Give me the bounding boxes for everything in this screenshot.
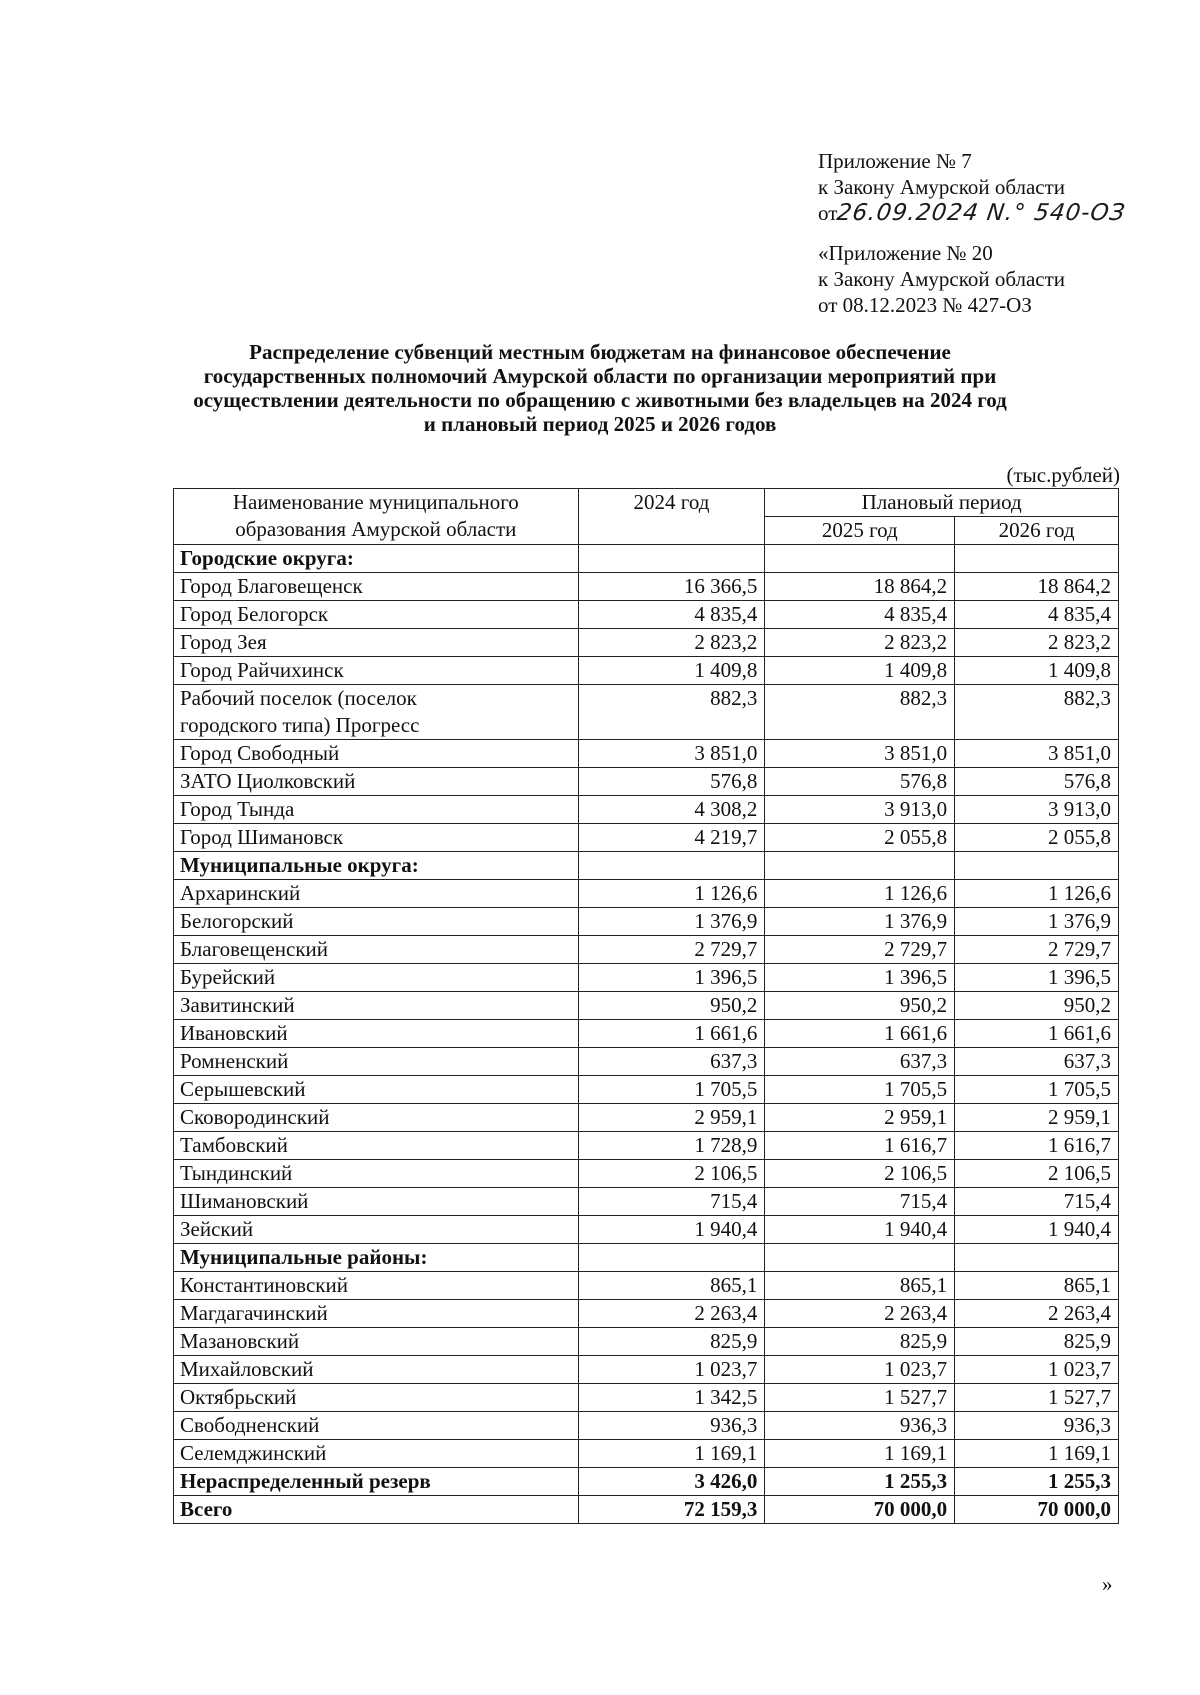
header-municipality-name [174,489,579,545]
table-row [174,1020,1119,1048]
table-row [174,1160,1119,1188]
amount-2025-cell: 715,4 [765,1188,955,1216]
amount-2026-cell: 1 705,5 [955,1076,1119,1104]
amount-2024-cell: 2 263,4 [578,1300,765,1328]
municipality-name-cell [174,1104,579,1132]
table-row [174,1216,1119,1244]
table-row [174,936,1119,964]
amount-2026-cell: 2 263,4 [955,1300,1119,1328]
municipality-name-cell [174,1188,579,1216]
municipality-name-cell [174,629,579,657]
municipality-name-cell [174,1384,579,1412]
amount-2026-cell: 950,2 [955,992,1119,1020]
table-row [174,908,1119,936]
municipality-name: Благовещенский [180,937,329,961]
amount-2026-cell [955,545,1119,573]
table-row [174,796,1119,824]
amount-2026-cell: 2 106,5 [955,1160,1119,1188]
amount-2024-cell: 3 426,0 [578,1468,765,1496]
amount-2026-cell: 1 126,6 [955,880,1119,908]
municipality-name-cell [174,1328,579,1356]
municipality-name-cell [174,1300,579,1328]
municipality-name-cell [174,573,579,601]
table-row [174,1076,1119,1104]
header-year-2025: 2025 год [765,517,955,545]
amount-2024-cell: 16 366,5 [578,573,765,601]
municipality-name: Всего [180,1497,233,1521]
municipality-name: Бурейский [180,965,276,989]
amount-2025-cell: 4 835,4 [765,601,955,629]
amount-2025-cell: 1 023,7 [765,1356,955,1384]
amount-2026-cell: 1 255,3 [955,1468,1119,1496]
amount-2025-cell: 576,8 [765,768,955,796]
amount-2026-cell: 4 835,4 [955,601,1119,629]
amount-2026-cell: 825,9 [955,1328,1119,1356]
amount-2024-cell: 1 126,6 [578,880,765,908]
amount-2024-cell: 936,3 [578,1412,765,1440]
header-year-2026: 2026 год [955,517,1119,545]
table-body [174,545,1119,1524]
title-line: осуществлении деятельности по обращению с животными без владельцев на 2024 год [193,388,1007,412]
municipality-name-cell [174,1076,579,1104]
table-row [174,685,1119,740]
amount-2024-cell: 715,4 [578,1188,765,1216]
amount-2024-cell [578,852,765,880]
municipality-name: Ромненский [180,1049,289,1073]
table-row [174,740,1119,768]
amount-2024-cell: 2 106,5 [578,1160,765,1188]
subvention-table [173,488,1119,1524]
appendix-7-date-prefix: от [818,201,838,225]
amount-2024-cell: 882,3 [578,685,765,740]
title-line: Распределение субвенций местным бюджетам на финансовое обеспечение [249,340,951,364]
amount-2026-cell: 2 729,7 [955,936,1119,964]
municipality-name: Октябрьский [180,1385,297,1409]
amount-2025-cell: 18 864,2 [765,573,955,601]
amount-2024-cell: 1 023,7 [578,1356,765,1384]
table-row [174,1300,1119,1328]
amount-2024-cell: 2 823,2 [578,629,765,657]
amount-2025-cell: 637,3 [765,1048,955,1076]
amount-2026-cell: 882,3 [955,685,1119,740]
municipality-name-cell [174,1244,579,1272]
municipality-name: ЗАТО Циолковский [180,769,356,793]
municipality-name: Магдагачинский [180,1301,328,1325]
municipality-name: Селемджинский [180,1441,327,1465]
header-planned-period: Плановый период [765,489,1119,517]
municipality-name: Город Райчихинск [180,658,344,682]
amount-2026-cell: 1 396,5 [955,964,1119,992]
amount-2026-cell: 1 409,8 [955,657,1119,685]
appendix-7-title: Приложение № 7 [818,149,972,173]
amount-2026-cell: 2 055,8 [955,824,1119,852]
amount-2024-cell: 1 661,6 [578,1020,765,1048]
amount-2025-cell: 1 255,3 [765,1468,955,1496]
table-row [174,992,1119,1020]
document-title [150,340,1050,436]
table-row [174,1440,1119,1468]
amount-2025-cell: 3 913,0 [765,796,955,824]
municipality-name-cell [174,1048,579,1076]
appendix-20-law: к Закону Амурской области [818,267,1066,291]
table-row [174,657,1119,685]
municipality-name-cell [174,740,579,768]
municipality-name-cell [174,601,579,629]
table-header [174,489,1119,545]
municipality-name-cell [174,1412,579,1440]
amount-2024-cell: 4 219,7 [578,824,765,852]
municipality-name-cell [174,1020,579,1048]
amount-2024-cell: 1 728,9 [578,1132,765,1160]
appendix-7-date-line [818,200,1126,226]
appendix-20-date: от 08.12.2023 № 427-ОЗ [818,293,1032,317]
table-row [174,768,1119,796]
amount-2024-cell [578,1244,765,1272]
municipality-name: Город Белогорск [180,602,329,626]
appendix-20-block [818,240,1065,318]
amount-2026-cell: 1 023,7 [955,1356,1119,1384]
municipality-name: Муниципальные районы: [180,1245,428,1269]
municipality-name: Серышевский [180,1077,306,1101]
amount-2025-cell [765,852,955,880]
amount-2026-cell: 18 864,2 [955,573,1119,601]
municipality-name: Тындинский [180,1161,293,1185]
amount-2025-cell: 1 527,7 [765,1384,955,1412]
amount-2026-cell: 637,3 [955,1048,1119,1076]
municipality-name: Белогорский [180,909,294,933]
municipality-name-cell [174,685,579,740]
amount-2024-cell: 72 159,3 [578,1496,765,1524]
table-row [174,964,1119,992]
municipality-name-cell [174,1160,579,1188]
table-row [174,1132,1119,1160]
municipality-name-cell [174,852,579,880]
amount-2025-cell: 1 409,8 [765,657,955,685]
municipality-name-cell [174,1356,579,1384]
amount-2025-cell: 1 705,5 [765,1076,955,1104]
table-row [174,1384,1119,1412]
municipality-name: Архаринский [180,881,301,905]
municipality-name-cell [174,992,579,1020]
amount-2025-cell [765,1244,955,1272]
section-header-row [174,1244,1119,1272]
amount-2026-cell: 1 376,9 [955,908,1119,936]
amount-2026-cell: 1 169,1 [955,1440,1119,1468]
municipality-name-cell [174,796,579,824]
municipality-name-cell [174,1468,579,1496]
municipality-name: Городские округа: [180,546,354,570]
amount-2024-cell: 4 835,4 [578,601,765,629]
municipality-name-cell [174,936,579,964]
municipality-name: Ивановский [180,1021,288,1045]
amount-2024-cell: 2 729,7 [578,936,765,964]
table-row [174,880,1119,908]
amount-2025-cell: 1 376,9 [765,908,955,936]
amount-2025-cell: 2 263,4 [765,1300,955,1328]
amount-2024-cell: 3 851,0 [578,740,765,768]
amount-2024-cell: 950,2 [578,992,765,1020]
municipality-name-cell [174,964,579,992]
header-name-line: образования Амурской области [235,517,517,541]
amount-2025-cell: 1 126,6 [765,880,955,908]
municipality-name: Мазановский [180,1329,300,1353]
amount-2026-cell: 715,4 [955,1188,1119,1216]
title-line: и плановый период 2025 и 2026 годов [423,412,777,436]
table-row [174,1468,1119,1496]
municipality-name: Константиновский [180,1273,348,1297]
amount-2024-cell: 637,3 [578,1048,765,1076]
amount-2026-cell: 70 000,0 [955,1496,1119,1524]
municipality-name-cell [174,1272,579,1300]
municipality-name: Свободненский [180,1413,320,1437]
amount-2025-cell: 865,1 [765,1272,955,1300]
municipality-name-cell [174,1216,579,1244]
amount-2026-cell [955,1244,1119,1272]
amount-2024-cell: 1 342,5 [578,1384,765,1412]
amount-2026-cell: 2 959,1 [955,1104,1119,1132]
amount-2024-cell: 1 940,4 [578,1216,765,1244]
amount-2026-cell: 3 851,0 [955,740,1119,768]
amount-2024-cell: 4 308,2 [578,796,765,824]
municipality-name: Шимановский [180,1189,309,1213]
amount-2025-cell [765,545,955,573]
appendix-20-title: «Приложение № 20 [818,241,993,265]
amount-2025-cell: 70 000,0 [765,1496,955,1524]
handwritten-date-number: 26.09.2024 N.° 540-ОЗ [835,200,1128,226]
amount-2026-cell: 865,1 [955,1272,1119,1300]
municipality-name: Город Шимановск [180,825,344,849]
municipality-name: Тамбовский [180,1133,288,1157]
amount-2024-cell: 1 409,8 [578,657,765,685]
amount-2026-cell: 1 527,7 [955,1384,1119,1412]
amount-2025-cell: 2 106,5 [765,1160,955,1188]
amount-2024-cell: 1 169,1 [578,1440,765,1468]
municipality-name: Михайловский [180,1357,314,1381]
table-row [174,824,1119,852]
amount-2025-cell: 1 616,7 [765,1132,955,1160]
municipality-name: Зейский [180,1217,254,1241]
municipality-name-cell [174,1440,579,1468]
municipality-name: Муниципальные округа: [180,853,419,877]
table-row [174,1328,1119,1356]
municipality-name: Сковородинский [180,1105,330,1129]
header-year-2024: 2024 год [578,489,765,545]
amount-2024-cell: 1 396,5 [578,964,765,992]
amount-2025-cell: 950,2 [765,992,955,1020]
table-row [174,573,1119,601]
amount-2024-cell [578,545,765,573]
amount-2026-cell: 3 913,0 [955,796,1119,824]
amount-2024-cell: 1 705,5 [578,1076,765,1104]
amount-2025-cell: 2 055,8 [765,824,955,852]
amount-2025-cell: 936,3 [765,1412,955,1440]
units-label: (тыс.рублей) [1006,463,1120,487]
municipality-name-cell [174,657,579,685]
table-row [174,601,1119,629]
amount-2024-cell: 1 376,9 [578,908,765,936]
municipality-name: Город Зея [180,630,267,654]
amount-2025-cell: 882,3 [765,685,955,740]
municipality-name-cell [174,768,579,796]
amount-2024-cell: 825,9 [578,1328,765,1356]
amount-2026-cell: 1 940,4 [955,1216,1119,1244]
municipality-name-cell [174,908,579,936]
section-header-row [174,852,1119,880]
amount-2025-cell: 825,9 [765,1328,955,1356]
amount-2025-cell: 1 940,4 [765,1216,955,1244]
amount-2026-cell [955,852,1119,880]
table-row [174,1412,1119,1440]
amount-2025-cell: 2 823,2 [765,629,955,657]
header-name-line: Наименование муниципального [232,490,519,514]
amount-2026-cell: 576,8 [955,768,1119,796]
municipality-name: Нераспределенный резерв [180,1469,431,1493]
appendix-7-block [818,148,1126,226]
amount-2025-cell: 3 851,0 [765,740,955,768]
amount-2026-cell: 1 616,7 [955,1132,1119,1160]
table-row [174,629,1119,657]
amount-2025-cell: 1 169,1 [765,1440,955,1468]
municipality-name: Город Благовещенск [180,574,363,598]
municipality-name: Рабочий поселок (поселок [180,686,417,710]
municipality-name-cell [174,1132,579,1160]
municipality-name-cell [174,880,579,908]
amount-2026-cell: 936,3 [955,1412,1119,1440]
municipality-name-continued: городского типа) Прогресс [180,713,420,737]
amount-2026-cell: 2 823,2 [955,629,1119,657]
municipality-name: Завитинский [180,993,295,1017]
amount-2025-cell: 2 729,7 [765,936,955,964]
total-row [174,1496,1119,1524]
amount-2025-cell: 1 396,5 [765,964,955,992]
table-row [174,1048,1119,1076]
municipality-name-cell [174,824,579,852]
table-row [174,1272,1119,1300]
amount-2025-cell: 1 661,6 [765,1020,955,1048]
section-header-row [174,545,1119,573]
table-row [174,1188,1119,1216]
title-line: государственных полномочий Амурской области по организации мероприятий при [203,364,997,388]
table-row [174,1104,1119,1132]
municipality-name: Город Свободный [180,741,340,765]
amount-2025-cell: 2 959,1 [765,1104,955,1132]
amount-2024-cell: 2 959,1 [578,1104,765,1132]
municipality-name: Город Тында [180,797,295,821]
municipality-name-cell [174,545,579,573]
table-row [174,1356,1119,1384]
amount-2024-cell: 865,1 [578,1272,765,1300]
municipality-name-cell [174,1496,579,1524]
appendix-7-law: к Закону Амурской области [818,175,1066,199]
closing-quote: » [1102,1572,1113,1596]
amount-2024-cell: 576,8 [578,768,765,796]
amount-2026-cell: 1 661,6 [955,1020,1119,1048]
